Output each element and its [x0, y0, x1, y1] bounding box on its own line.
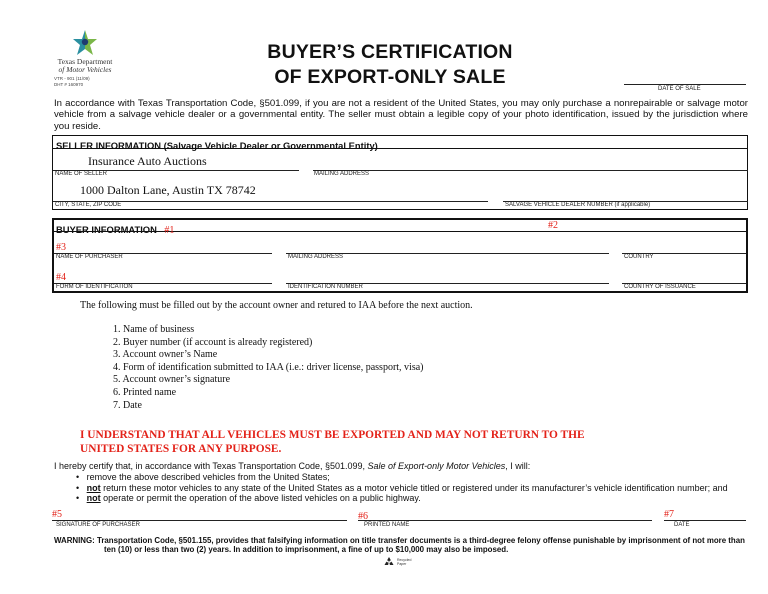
title-line2: OF EXPORT-ONLY SALE [274, 66, 506, 88]
certification-statement [54, 461, 530, 472]
instructions-list [113, 324, 424, 412]
export-notice-line1: I UNDERSTAND THAT ALL VEHICLES MUST BE EXPORTED AND MAY NOT RETURN TO THE [80, 429, 585, 441]
bullet-icon: • [76, 493, 87, 504]
dht-number: DHT # 160970 [54, 82, 84, 87]
recycled-paper-mark [383, 556, 423, 568]
bullet3-text: operate or permit the operation of the above listed vehicles on a public highway. [103, 493, 421, 504]
warning-line2: ten (10) or less than two (2) years. In addition to imprisonment, a fine of up to $10,000 may also be imposed. [104, 545, 509, 554]
title-line1: BUYER’S CERTIFICATION [267, 41, 513, 63]
date-of-sale-label: DATE OF SALE [658, 86, 701, 92]
bullet-icon: • [76, 472, 87, 482]
logo-line1: Texas Department [57, 57, 113, 66]
recycle-icon [383, 556, 395, 568]
bullet3-emphasis: not [86, 493, 101, 504]
salvage-dealer-number-label: SALVAGE VEHICLE DEALER NUMBER (if applicable) [505, 202, 651, 208]
bullet-icon: • [76, 482, 87, 493]
name-of-purchaser-label: NAME OF PURCHASER [56, 254, 123, 260]
list-item [76, 493, 728, 504]
list-item: 7. Date [113, 399, 142, 411]
seller-mailing-line [313, 170, 748, 171]
buyer-marker-3: #3 [56, 242, 66, 253]
intro-paragraph: In accordance with Texas Transportation Code, §501.099, if you are not a resident of the United States, you may only purchase a nonrepairable or salvage motor vehicle from a salvage vehicle dealer or a governmental entity. The seller must obtain a legible copy of your photo identification, issued by the jurisdiction where you reside. [54, 98, 748, 132]
seller-heading-text: SELLER INFORMATION (Salvage Vehicle Dealer or Governmental Entity) [56, 140, 378, 151]
signature-marker-6: #6 [358, 511, 368, 522]
buyer-mailing-address-label: MAILING ADDRESS [288, 254, 344, 260]
city-state-zip-label: CITY, STATE, ZIP CODE [55, 202, 122, 208]
signature-marker-5: #5 [52, 509, 62, 520]
list-item: 5. Account owner’s signature [113, 374, 231, 386]
recycled-paper-label: Recycled Paper [397, 558, 412, 566]
form-number: VTR - 901 (11/09) [54, 76, 90, 81]
signature-line [52, 520, 347, 521]
seller-mailing-address-label: MAILING ADDRESS [314, 171, 370, 177]
list-item: 6. Printed name [113, 386, 177, 398]
date-of-sale-line [624, 84, 746, 85]
list-item: 2. Buyer number (if account is already registered) [113, 336, 313, 348]
signature-of-purchaser-label: SIGNATURE OF PURCHASER [56, 522, 140, 528]
signature-marker-7: #7 [664, 509, 674, 520]
bullet2-emphasis: not [86, 482, 101, 493]
list-item: 1. Name of business [113, 324, 195, 335]
date-label: DATE [674, 522, 690, 528]
certify-text-italic: Sale of Export-only Motor Vehicles [367, 461, 506, 471]
seller-heading [53, 136, 747, 149]
name-of-seller-label: NAME OF SELLER [55, 171, 108, 177]
buyer-marker-1: #1 [164, 225, 175, 236]
list-item: 4. Form of identification submitted to IAA (i.e.: driver license, passport, visa) [113, 361, 424, 373]
instructions-lead: The following must be filled out by the account owner and retured to IAA before the next auction. [80, 300, 473, 311]
certify-text-after: , I will: [505, 461, 531, 471]
buyer-marker-2: #2 [548, 220, 558, 231]
list-item: 3. Account owner’s Name [113, 349, 218, 361]
buyer-heading-text: BUYER INFORMATION [56, 224, 157, 235]
form-of-identification-label: FORM OF IDENTIFICATION [56, 284, 133, 290]
certify-text-before: I hereby certify that, in accordance with Texas Transportation Code, §501.099, [54, 461, 366, 471]
date-line [664, 520, 746, 521]
buyer-marker-4: #4 [56, 272, 66, 283]
printed-name-label: PRINTED NAME [364, 522, 410, 528]
txdmv-logo [52, 28, 118, 74]
list-item [76, 483, 728, 494]
certification-bullets [76, 472, 728, 504]
logo-line2: of Motor Vehicles [58, 65, 112, 74]
txdmv-star-icon [70, 28, 100, 58]
list-item [76, 472, 728, 483]
bullet1-text: remove the above described vehicles from the United States; [86, 472, 330, 482]
country-of-issuance-label: COUNTRY OF ISSUANCE [624, 284, 696, 290]
export-notice-line2: UNITED STATES FOR ANY PURPOSE. [80, 443, 282, 455]
buyer-heading [54, 220, 746, 236]
seller-city-value: 1000 Dalton Lane, Austin TX 78742 [80, 183, 256, 197]
identification-number-label: IDENTIFICATION NUMBER [288, 284, 363, 290]
printed-name-line [358, 520, 652, 521]
buyer-country-label: COUNTRY [624, 254, 654, 260]
bullet2-text: return these motor vehicles to any state of the United States as a motor vehicle titled or registered under its manufacturer’s vehicle identification number; and [103, 482, 728, 493]
warning-line1: WARNING: Transportation Code, §501.155, provides that falsifying information on title transfer documents is a third-degree felony offense punishable by imprisonment of not more than [54, 536, 745, 545]
seller-name-value: Insurance Auto Auctions [88, 154, 207, 168]
